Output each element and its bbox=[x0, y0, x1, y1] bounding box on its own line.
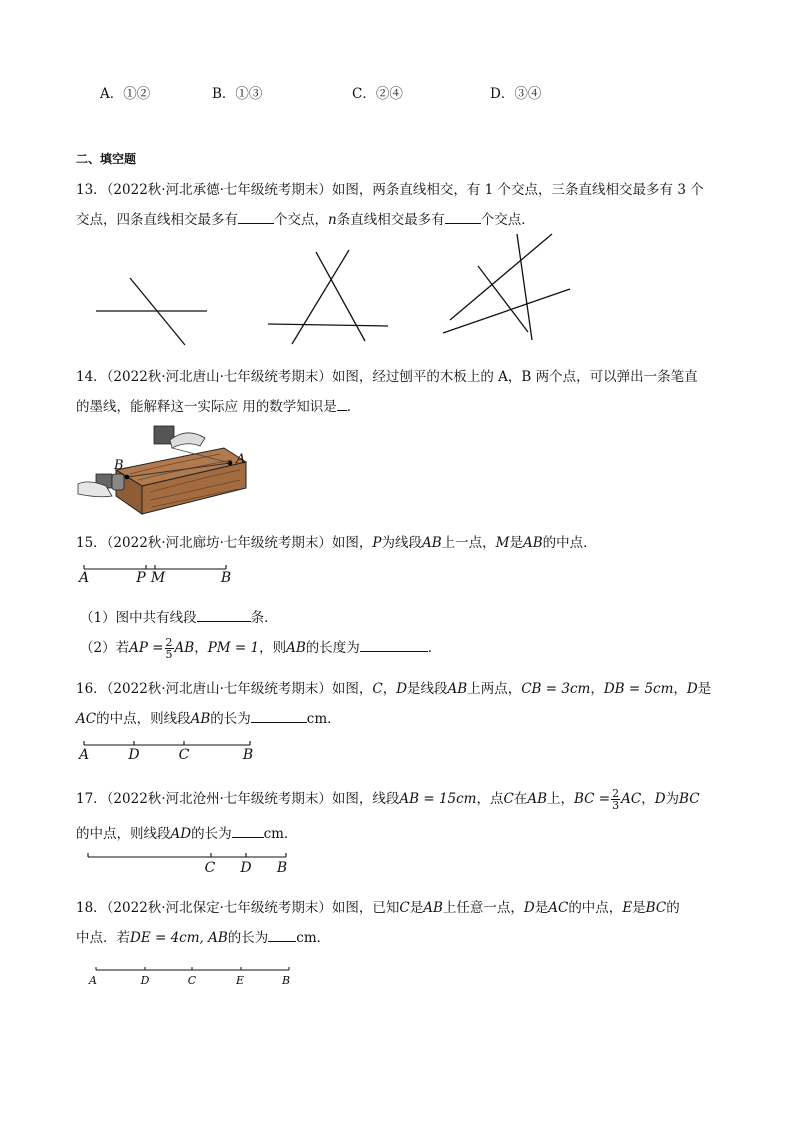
q17-text: 在 bbox=[513, 791, 528, 807]
q18-var: E bbox=[622, 900, 633, 916]
q13-line1: 13．（2022秋·河北承德·七年级统考期末）如图，两条直线相交，有 1 个交点，三条直线相交最多有 3 个 bbox=[76, 182, 704, 198]
q15-label-b: B bbox=[220, 570, 232, 586]
q16-label-c: C bbox=[178, 747, 190, 763]
q18-var: BC bbox=[645, 900, 667, 916]
q18-text: 18．（2022秋·河北保定·七年级统考期末）如图，已知 bbox=[76, 900, 400, 916]
q15-text: （2）若 bbox=[80, 640, 130, 656]
q15-var: P bbox=[372, 535, 382, 551]
q15-fraction: $\frac{2}{5}$ bbox=[165, 636, 173, 661]
q18-text: 是 bbox=[534, 900, 549, 916]
q16-text: 是 bbox=[697, 681, 712, 697]
section-title: 二、填空题 bbox=[76, 152, 137, 166]
q17-var: BC bbox=[679, 791, 700, 807]
q16-text: ， bbox=[673, 681, 687, 697]
q17-var: AB = 15cm bbox=[399, 791, 477, 807]
q14-text: 的墨线，能解释这一实际应 用的数学知识是 bbox=[76, 399, 337, 415]
q17-label-d: D bbox=[240, 860, 252, 876]
q18-label-a: A bbox=[89, 974, 97, 987]
q15-var: PM = 1 bbox=[207, 640, 260, 656]
q18-text: ． bbox=[316, 930, 331, 946]
q18-var: D bbox=[523, 900, 535, 916]
q15-var: AP = bbox=[129, 640, 164, 656]
q18-var: AB bbox=[423, 900, 443, 916]
q16-var: AB bbox=[447, 681, 468, 697]
q15-var: AB bbox=[421, 535, 442, 551]
q18-var: AC bbox=[548, 900, 569, 916]
q15-label-a: A bbox=[78, 570, 90, 586]
q18-text: 是 bbox=[409, 900, 424, 916]
q14-text: ． bbox=[346, 399, 361, 415]
q16-text: 是线段 bbox=[407, 681, 448, 697]
q15-text: 的中点． bbox=[542, 535, 597, 551]
q16-unit: cm bbox=[306, 711, 328, 727]
q18-text: 的中点， bbox=[568, 900, 623, 916]
option-d[interactable]: D．③④ bbox=[490, 86, 542, 102]
q16-text: ， bbox=[382, 681, 397, 697]
q17-label-b: B bbox=[276, 860, 288, 876]
q18-text: 上任意一点， bbox=[442, 900, 524, 916]
q13-text: 交点，四条直线相交最多有 bbox=[76, 212, 238, 228]
q18-var: DE = 4cm, AB bbox=[130, 930, 228, 946]
q16-text: 的中点，则线段 bbox=[96, 711, 191, 727]
q17-text: 为 bbox=[665, 791, 680, 807]
q17-text: 上， bbox=[547, 791, 574, 807]
q15-text: 条． bbox=[250, 610, 278, 626]
q16-var: AC bbox=[76, 711, 97, 727]
q15-var: AB bbox=[286, 640, 306, 656]
q16-text: 上两点， bbox=[467, 681, 522, 697]
q18-text: 中点．若 bbox=[76, 930, 130, 946]
q16-label-d: D bbox=[128, 747, 140, 763]
q17-text: ，点 bbox=[476, 791, 504, 807]
q18-label-e: E bbox=[235, 974, 245, 987]
option-b[interactable]: B．①③ bbox=[212, 86, 263, 102]
q14-line1: 14．（2022秋·河北唐山·七年级统考期末）如图，经过刨平的木板上的 A，B 两个点，可以弹出一条笔直 bbox=[76, 369, 698, 385]
q18-label-b: B bbox=[281, 974, 291, 987]
q18-var: C bbox=[399, 900, 410, 916]
q17-label-c: C bbox=[204, 860, 216, 876]
q15-var: M bbox=[495, 535, 510, 551]
q16-text: 16．（2022秋·河北唐山·七年级统考期末）如图， bbox=[76, 681, 373, 697]
q16-var: CB = 3cm bbox=[521, 681, 591, 697]
q15-text: 为线段 bbox=[381, 535, 422, 551]
option-c[interactable]: C．②④ bbox=[352, 86, 403, 102]
q15-label-p: P bbox=[136, 570, 146, 586]
q15-var: AB bbox=[522, 535, 543, 551]
q17-var: C bbox=[503, 791, 514, 807]
q16-var: AB bbox=[190, 711, 211, 727]
q18-label-d: D bbox=[140, 974, 150, 987]
q17-var: D bbox=[654, 791, 666, 807]
q16-var: DB = 5cm bbox=[603, 681, 674, 697]
q17-text: ， bbox=[641, 791, 655, 807]
q16-text: ． bbox=[327, 711, 341, 727]
q16-var: D bbox=[396, 681, 408, 697]
q15-text: 上一点， bbox=[441, 535, 496, 551]
q18-label-c: C bbox=[187, 974, 197, 987]
q15-text: 15．（2022秋·河北廊坊·七年级统考期末）如图， bbox=[76, 535, 373, 551]
q18-text: 是 bbox=[632, 900, 646, 916]
q13-text: 条直线相交最多有 bbox=[336, 212, 445, 228]
q16-var: D bbox=[686, 681, 698, 697]
q16-text: 的长为 bbox=[210, 711, 251, 727]
q15-var: AB bbox=[174, 640, 195, 656]
q18-text: 的长为 bbox=[227, 930, 269, 946]
q13-text: 个交点， bbox=[274, 212, 328, 228]
q13-var-n: n bbox=[328, 212, 337, 228]
q17-var: AC bbox=[621, 791, 642, 807]
q17-unit: cm bbox=[263, 826, 284, 842]
q17-var: AB bbox=[527, 791, 547, 807]
q15-text: ． bbox=[427, 640, 442, 656]
q16-var: C bbox=[372, 681, 383, 697]
option-a[interactable]: A．①② bbox=[100, 86, 151, 102]
q17-var: BC = bbox=[574, 791, 611, 807]
q15-label-m: M bbox=[150, 570, 166, 586]
q15-text: （1）图中共有线段 bbox=[80, 610, 197, 626]
q17-text: 17．（2022秋·河北沧州·七年级统考期末）如图，线段 bbox=[76, 791, 400, 807]
q17-fraction: $\frac{2}{3}$ bbox=[612, 787, 620, 812]
q16-text: ， bbox=[590, 681, 604, 697]
q17-text: 的中点，则线段 bbox=[76, 826, 171, 842]
q17-var: AD bbox=[170, 826, 192, 842]
q15-text: 是 bbox=[509, 535, 523, 551]
q17-text: 的长为 bbox=[191, 826, 232, 842]
q15-text: 的长度为 bbox=[305, 640, 360, 656]
q14-label-a: A bbox=[236, 452, 246, 467]
q15-text: ， bbox=[194, 640, 208, 656]
q17-text: ． bbox=[283, 826, 298, 842]
q14-label-b: B bbox=[114, 458, 124, 473]
q13-text: 个交点． bbox=[480, 212, 535, 228]
q16-label-b: B bbox=[242, 747, 254, 763]
q18-unit: cm bbox=[296, 930, 317, 946]
q15-text: ，则 bbox=[259, 640, 287, 656]
q18-text: 的 bbox=[666, 900, 680, 916]
q16-label-a: A bbox=[78, 747, 90, 763]
